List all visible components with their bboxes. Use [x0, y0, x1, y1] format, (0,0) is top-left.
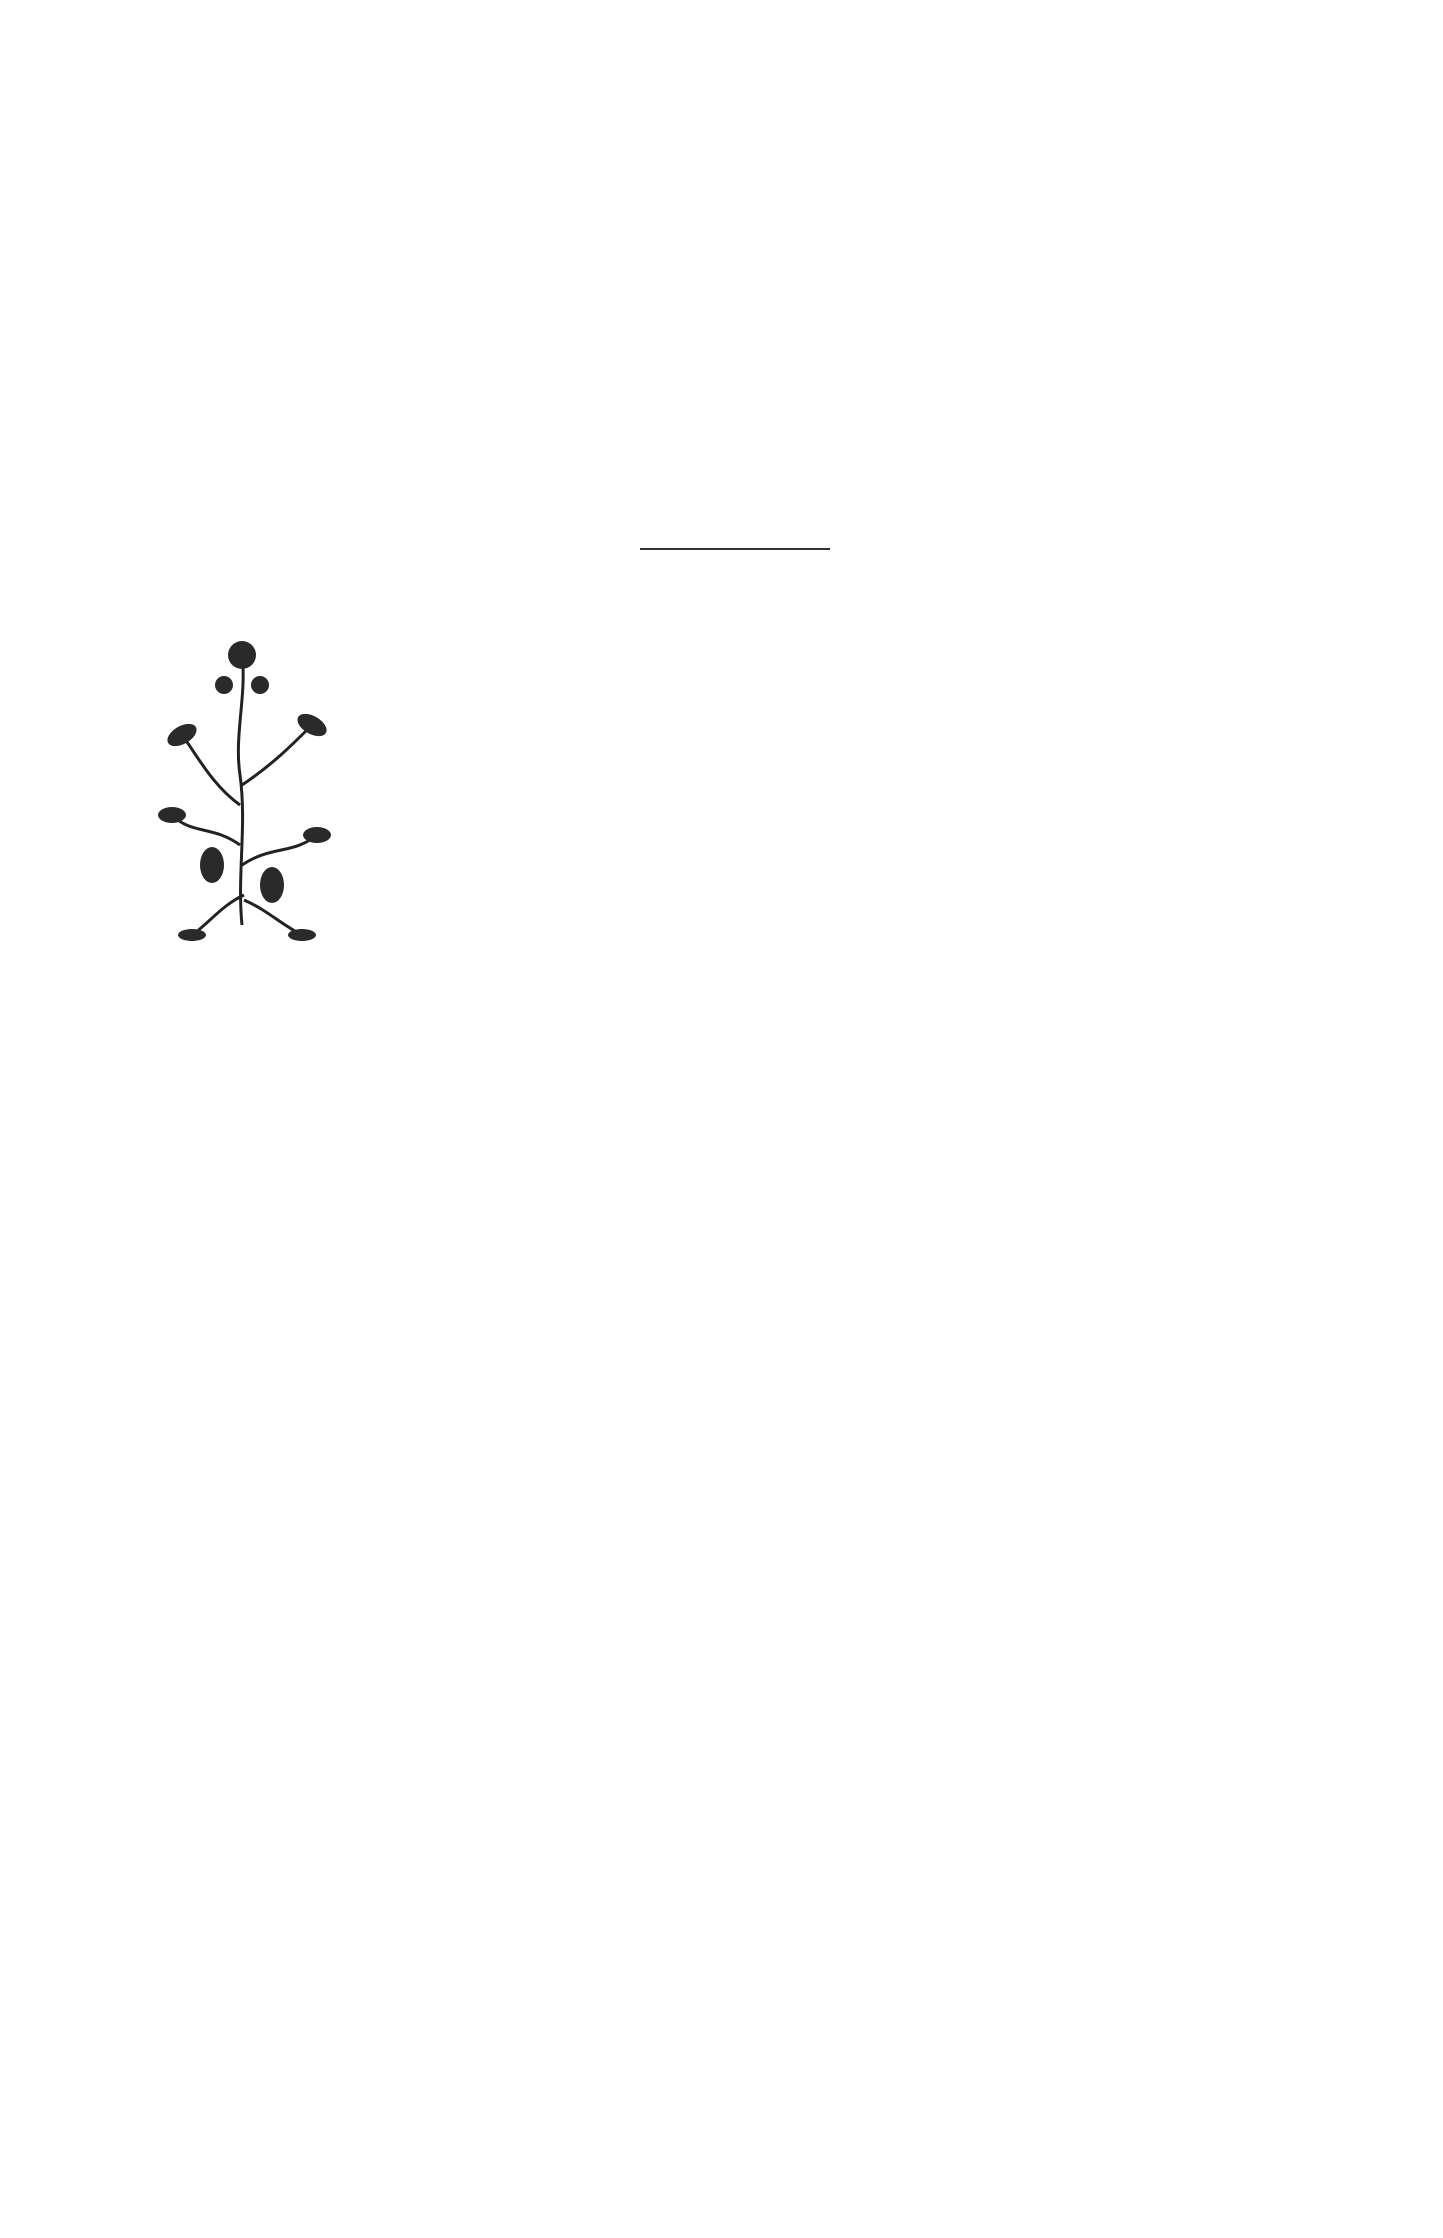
page-header [150, 198, 1290, 238]
signature-line [150, 475, 1210, 515]
decorative-dropcap [152, 625, 334, 943]
section-divider [640, 548, 830, 550]
floral-ornament-icon [152, 625, 334, 943]
